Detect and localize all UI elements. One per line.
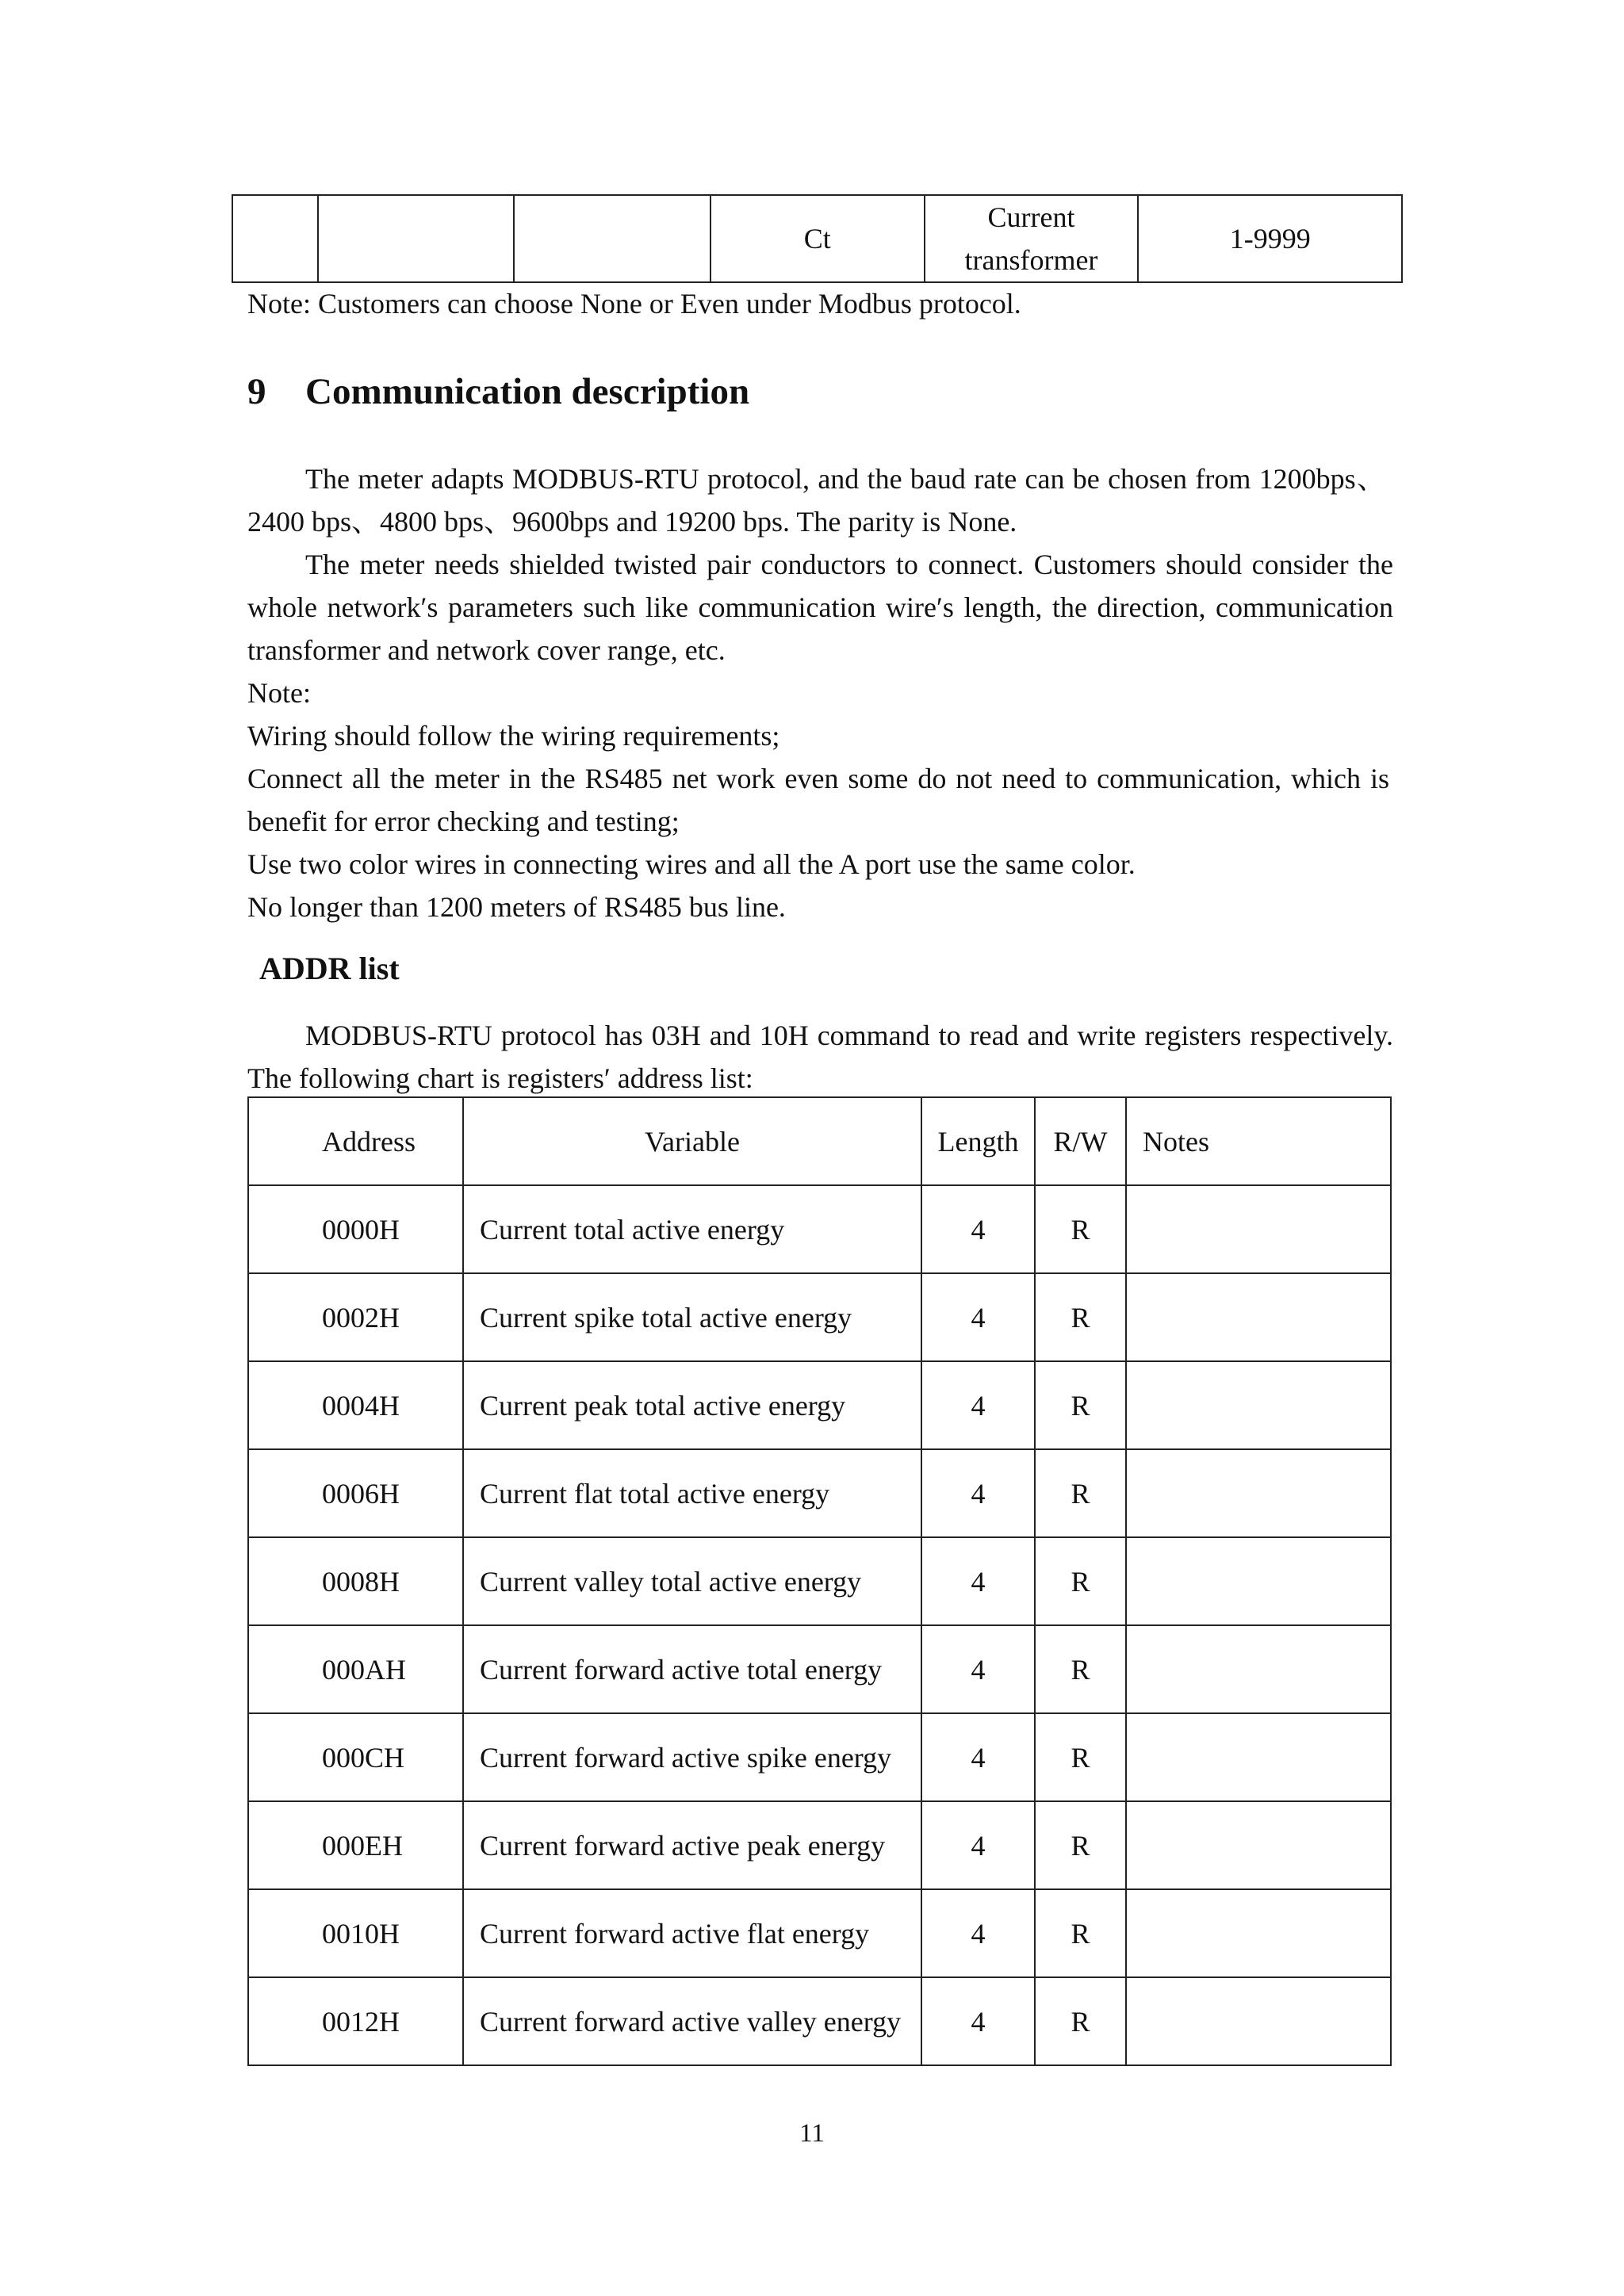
modbus-note: Note: Customers can choose None or Even under Modbus protocol.	[247, 288, 1021, 320]
length-cell: 4	[921, 1713, 1035, 1801]
paragraph-line: The meter adapts MODBUS-RTU protocol, and the baud rate can be chosen from 1200bps、	[305, 463, 1385, 495]
rw-cell: R	[1035, 1185, 1126, 1273]
note-item: benefit for error checking and testing;	[247, 806, 680, 837]
rw-cell: R	[1035, 1713, 1126, 1801]
notes-cell	[1126, 1801, 1391, 1889]
notes-cell	[1126, 1889, 1391, 1977]
variable-cell: Current forward active flat energy	[463, 1889, 921, 1977]
variable-cell: Current forward active peak energy	[463, 1801, 921, 1889]
column-header-length: Length	[921, 1097, 1035, 1185]
table-cell: 1-9999	[1138, 195, 1402, 282]
table-cell	[514, 195, 710, 282]
notes-cell	[1126, 1361, 1391, 1449]
paragraph-line: whole network′s parameters such like communication wire′s length, the direction, communication	[247, 591, 1393, 623]
notes-cell	[1126, 1185, 1391, 1273]
column-header-variable: Variable	[463, 1097, 921, 1185]
notes-cell	[1126, 1977, 1391, 2065]
table-row	[248, 1361, 1391, 1449]
notes-cell	[1126, 1273, 1391, 1361]
length-cell: 4	[921, 1625, 1035, 1713]
table-row	[248, 1273, 1391, 1361]
variable-cell: Current spike total active energy	[463, 1273, 921, 1361]
address-cell: 0012H	[248, 1977, 463, 2065]
length-cell: 4	[921, 1801, 1035, 1889]
rw-cell: R	[1035, 1361, 1126, 1449]
variable-cell: Current peak total active energy	[463, 1361, 921, 1449]
table-row	[248, 1537, 1391, 1625]
variable-cell: Current forward active total energy	[463, 1625, 921, 1713]
rw-cell: R	[1035, 1977, 1126, 2065]
address-cell: 0006H	[248, 1449, 463, 1537]
rw-cell: R	[1035, 1273, 1126, 1361]
note-item: Use two color wires in connecting wires and all the A port use the same color.	[247, 848, 1136, 880]
length-cell: 4	[921, 1977, 1035, 2065]
section-number: 9	[247, 371, 266, 412]
paragraph-line: The meter needs shielded twisted pair conductors to connect. Customers should consider the	[305, 549, 1393, 580]
length-cell: 4	[921, 1361, 1035, 1449]
address-cell: 0008H	[248, 1537, 463, 1625]
paragraph-line: transformer and network cover range, etc.	[247, 634, 726, 666]
table-row	[248, 1977, 1391, 2065]
table-row	[248, 1801, 1391, 1889]
length-cell: 4	[921, 1449, 1035, 1537]
addr-intro-line: The following chart is registers′ address list:	[247, 1062, 753, 1094]
continuation-table	[232, 194, 1403, 283]
table-cell: Current transformer	[925, 195, 1139, 282]
section-title: Communication description	[305, 371, 750, 412]
address-cell: 0002H	[248, 1273, 463, 1361]
variable-cell: Current valley total active energy	[463, 1537, 921, 1625]
address-cell: 0004H	[248, 1361, 463, 1449]
length-cell: 4	[921, 1537, 1035, 1625]
length-cell: 4	[921, 1889, 1035, 1977]
notes-cell	[1126, 1449, 1391, 1537]
column-header-address: Address	[248, 1097, 463, 1185]
paragraph-line: 2400 bps、4800 bps、9600bps and 19200 bps. The parity is None.	[247, 506, 1017, 538]
rw-cell: R	[1035, 1889, 1126, 1977]
length-cell: 4	[921, 1273, 1035, 1361]
table-row	[248, 1185, 1391, 1273]
notes-cell	[1126, 1537, 1391, 1625]
section-heading	[247, 370, 749, 413]
addr-intro-line: MODBUS-RTU protocol has 03H and 10H command to read and write registers respectively.	[305, 1020, 1393, 1051]
address-cell: 000AH	[248, 1625, 463, 1713]
table-cell	[232, 195, 318, 282]
note-item: Connect all the meter in the RS485 net work even some do not need to communication, which is	[247, 763, 1389, 794]
table-row	[248, 1889, 1391, 1977]
variable-cell: Current flat total active energy	[463, 1449, 921, 1537]
note-label: Note:	[247, 677, 311, 709]
notes-cell	[1126, 1713, 1391, 1801]
variable-cell: Current forward active valley energy	[463, 1977, 921, 2065]
rw-cell: R	[1035, 1449, 1126, 1537]
address-cell: 0000H	[248, 1185, 463, 1273]
rw-cell: R	[1035, 1625, 1126, 1713]
note-item: No longer than 1200 meters of RS485 bus line.	[247, 891, 786, 923]
variable-cell: Current total active energy	[463, 1185, 921, 1273]
address-cell: 000EH	[248, 1801, 463, 1889]
column-header-notes: Notes	[1126, 1097, 1391, 1185]
column-header-rw: R/W	[1035, 1097, 1126, 1185]
table-row	[248, 1713, 1391, 1801]
table-row	[248, 1449, 1391, 1537]
table-row	[248, 1625, 1391, 1713]
length-cell: 4	[921, 1185, 1035, 1273]
page-number: 11	[799, 2119, 825, 2148]
rw-cell: R	[1035, 1801, 1126, 1889]
address-cell: 0010H	[248, 1889, 463, 1977]
table-row	[232, 195, 1402, 282]
variable-cell: Current forward active spike energy	[463, 1713, 921, 1801]
address-cell: 000CH	[248, 1713, 463, 1801]
addr-list-heading: ADDR list	[259, 951, 400, 986]
table-cell: Ct	[710, 195, 925, 282]
table-header-row	[248, 1097, 1391, 1185]
table-cell	[318, 195, 515, 282]
rw-cell: R	[1035, 1537, 1126, 1625]
register-address-table	[247, 1096, 1392, 2066]
notes-cell	[1126, 1625, 1391, 1713]
note-item: Wiring should follow the wiring requirements;	[247, 720, 780, 752]
